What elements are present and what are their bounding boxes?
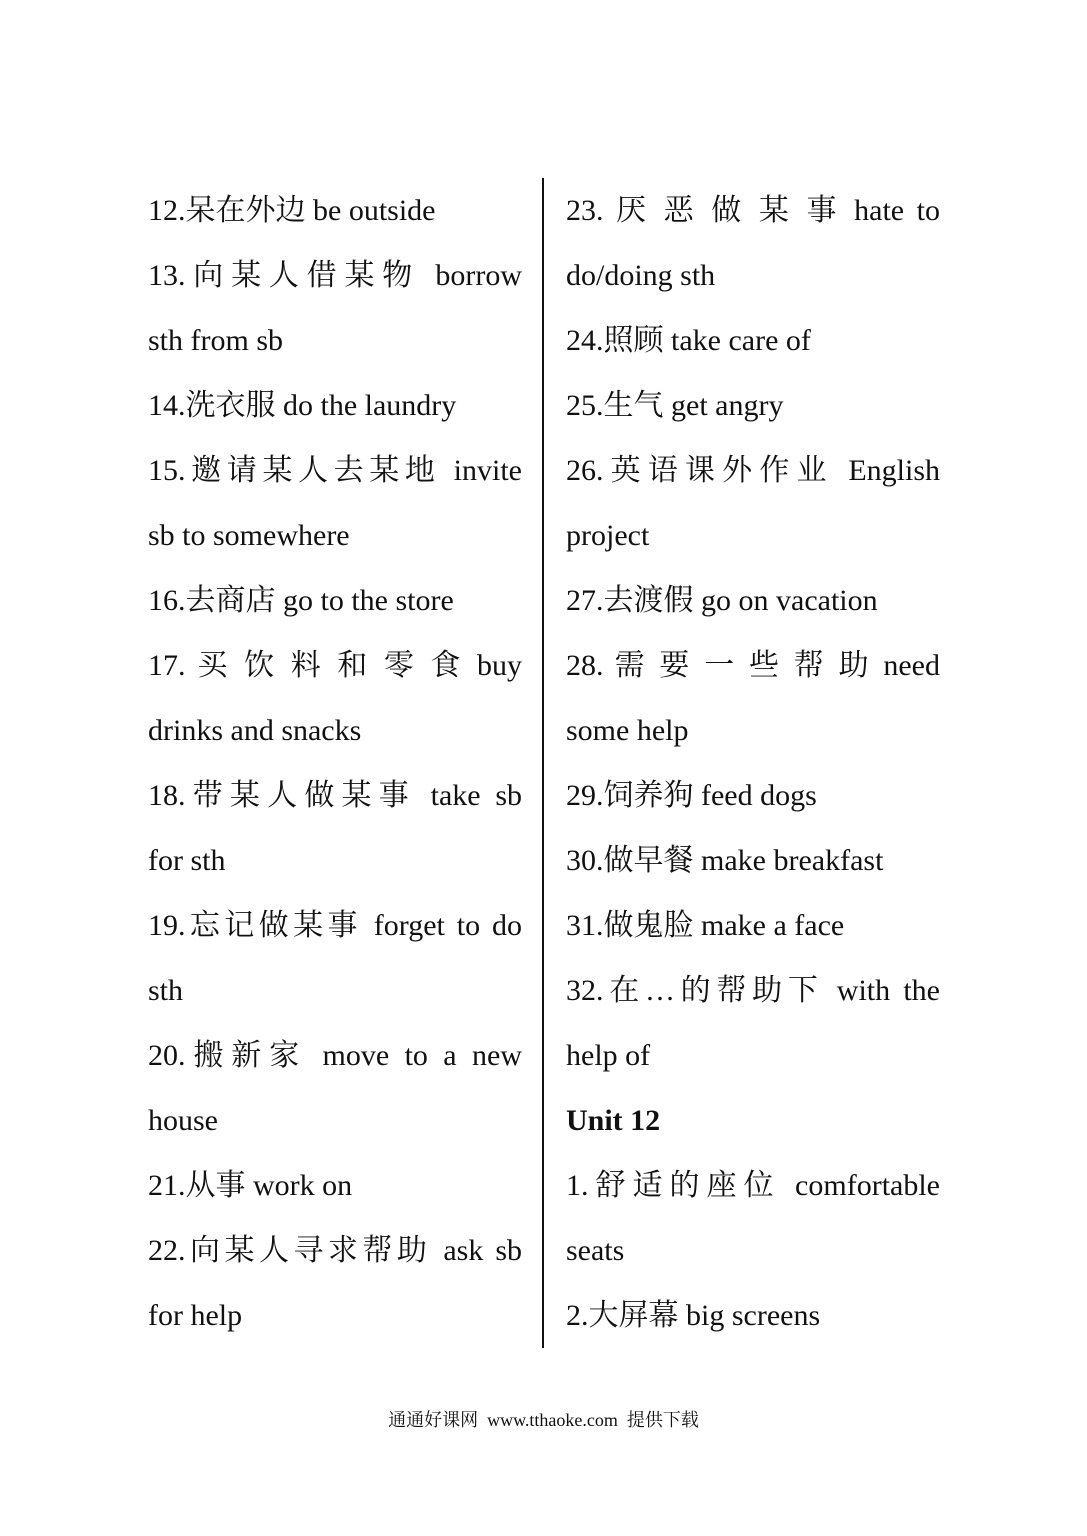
vocabulary-line: 29.饲养狗 feed dogs xyxy=(566,779,817,812)
vocabulary-line: sth xyxy=(148,974,184,1007)
vocabulary-line: 17. 买 饮 料 和 零 食 buy xyxy=(148,649,522,682)
vocabulary-line: 19.忘记做某事 forget to do xyxy=(148,909,522,942)
vocabulary-line: for help xyxy=(148,1299,243,1332)
footer-download-note: 通通好课网 www.tthaoke.com 提供下载 xyxy=(388,1410,699,1430)
vocabulary-line: 15.邀请某人去某地 invite xyxy=(148,454,522,487)
vocabulary-line: sb to somewhere xyxy=(148,519,350,552)
vocabulary-line: 24.照顾 take care of xyxy=(566,324,811,357)
vocabulary-line: 28. 需 要 一 些 帮 助 need xyxy=(566,649,940,682)
vocabulary-line: some help xyxy=(566,714,689,747)
vocabulary-line: 13.向某人借某物 borrow xyxy=(148,259,522,292)
right-vocabulary-column xyxy=(566,178,940,1348)
vocabulary-line: for sth xyxy=(148,844,226,877)
vocabulary-line: 23. 厌 恶 做 某 事 hate to xyxy=(566,194,940,227)
vocabulary-line: 30.做早餐 make breakfast xyxy=(566,844,884,877)
vocabulary-line: 2.大屏幕 big screens xyxy=(566,1299,821,1332)
vocabulary-line: help of xyxy=(566,1039,651,1072)
vocabulary-line: 14.洗衣服 do the laundry xyxy=(148,389,457,422)
left-vocabulary-column xyxy=(148,178,522,1348)
vocabulary-line: drinks and snacks xyxy=(148,714,362,747)
vocabulary-line: 32.在…的帮助下 with the xyxy=(566,974,940,1007)
vocabulary-line: do/doing sth xyxy=(566,259,716,292)
vocabulary-line: project xyxy=(566,519,650,552)
unit-heading: Unit 12 xyxy=(566,1104,661,1137)
vocabulary-line: 12.呆在外边 be outside xyxy=(148,194,436,227)
vocabulary-line: 27.去渡假 go on vacation xyxy=(566,584,878,617)
vocabulary-line: 31.做鬼脸 make a face xyxy=(566,909,845,942)
vocabulary-line: seats xyxy=(566,1234,625,1267)
vocabulary-line: 1.舒适的座位 comfortable xyxy=(566,1169,940,1202)
vocabulary-line: house xyxy=(148,1104,218,1137)
vocabulary-line: 16.去商店 go to the store xyxy=(148,584,454,617)
vocabulary-line: 20.搬新家 move to a new xyxy=(148,1039,522,1072)
vocabulary-line: sth from sb xyxy=(148,324,283,357)
vocabulary-line: 21.从事 work on xyxy=(148,1169,353,1202)
vocabulary-line: 22.向某人寻求帮助 ask sb xyxy=(148,1234,522,1267)
vocabulary-line: 25.生气 get angry xyxy=(566,389,784,422)
column-divider xyxy=(542,178,544,1348)
vocabulary-line: 26.英语课外作业 English xyxy=(566,454,940,487)
vocabulary-line: 18.带某人做某事 take sb xyxy=(148,779,522,812)
